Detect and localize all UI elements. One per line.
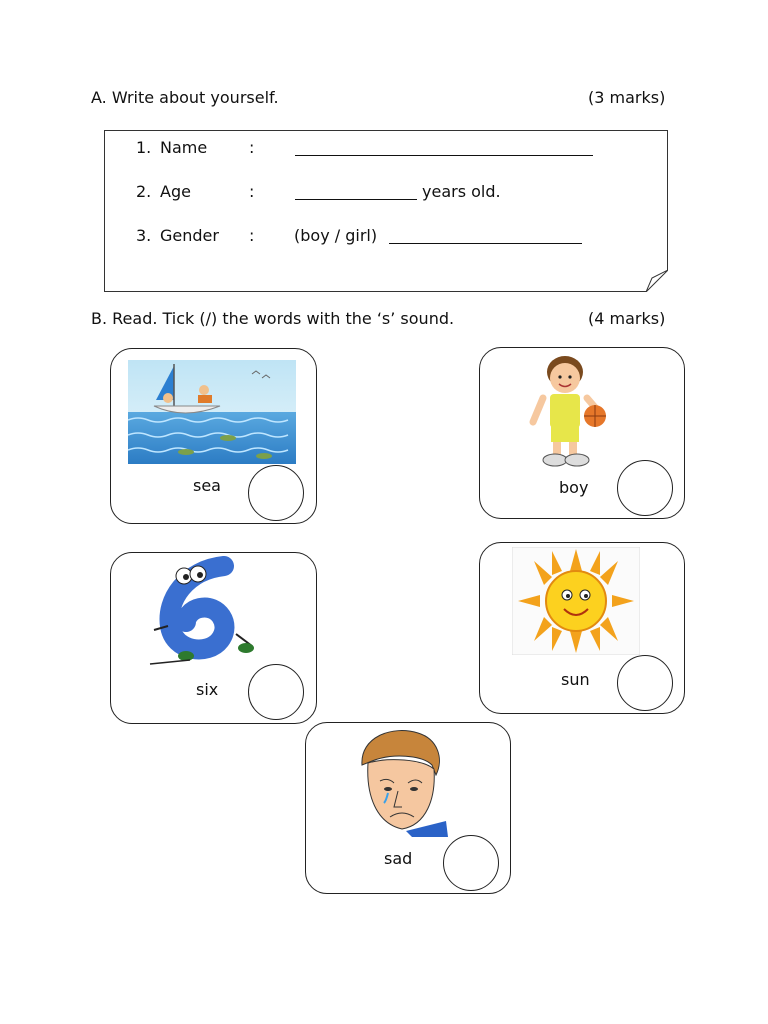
gender-options: (boy / girl) (294, 226, 378, 245)
tick-box-sad[interactable] (443, 835, 499, 891)
gender-answer-line[interactable] (389, 243, 582, 244)
row-number: 2. (136, 182, 152, 201)
tick-box-boy[interactable] (617, 460, 673, 516)
tick-box-sea[interactable] (248, 465, 304, 521)
age-label: Age (160, 182, 191, 201)
page-curl-icon (646, 270, 668, 292)
colon: : (249, 226, 255, 245)
section-b-marks: (4 marks) (588, 309, 666, 328)
gender-label: Gender (160, 226, 219, 245)
row-number: 1. (136, 138, 152, 157)
colon: : (249, 138, 255, 157)
word-label: sun (561, 670, 590, 689)
word-label: six (196, 680, 219, 699)
sad-man-picture (352, 725, 448, 837)
word-label: sea (193, 476, 221, 495)
boat-on-sea-picture (128, 360, 296, 464)
boy-with-ball-picture (515, 350, 625, 472)
row-number: 3. (136, 226, 152, 245)
tick-box-sun[interactable] (617, 655, 673, 711)
name-answer-line[interactable] (295, 155, 593, 156)
age-answer-line[interactable] (295, 199, 417, 200)
name-label: Name (160, 138, 208, 157)
section-a-title: A. Write about yourself. (91, 88, 279, 107)
tick-box-six[interactable] (248, 664, 304, 720)
section-a-marks: (3 marks) (588, 88, 666, 107)
word-label: sad (384, 849, 413, 868)
smiling-sun-picture (512, 547, 640, 655)
number-six-picture (146, 556, 272, 668)
word-label: boy (559, 478, 589, 497)
colon: : (249, 182, 255, 201)
section-b-title: B. Read. Tick (/) the words with the ‘s’ sound. (91, 309, 455, 328)
age-suffix: years old. (422, 182, 501, 201)
